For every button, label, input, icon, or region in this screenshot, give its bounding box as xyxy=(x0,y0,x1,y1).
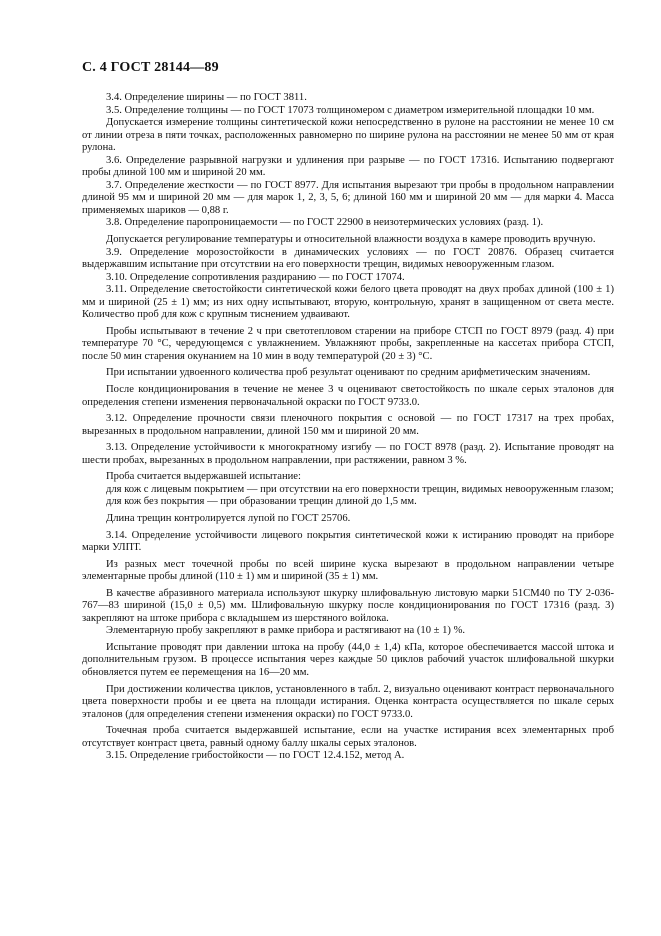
paragraph: Испытание проводят при давлении штока на пробу (44,0 ± 1,4) кПа, которое обеспечивается массой штока и дополнительным грузом. В процессе испытания через каждые 50 циклов рабочий участок шлифовальной шкурки обновляется путем ее перемещения на 16—20 мм. xyxy=(82,641,614,678)
paragraph: 3.12. Определение прочности связи пленочного покрытия с основой — по ГОСТ 17317 на трех пробах, вырезанных в продольном направлении, длиной 150 мм и шириной 20 мм. xyxy=(82,413,614,437)
paragraph: для кож без покрытия — при образовании трещин длиной до 1,5 мм. xyxy=(106,496,417,508)
paragraph: 3.15. Определение грибостойкости — по ГОСТ 12.4.152, метод А. xyxy=(106,750,405,762)
paragraph: 3.5. Определение толщины — по ГОСТ 17073 толщиномером с диаметром измерительной площадки 10 мм. xyxy=(106,104,595,116)
paragraph: Проба считается выдержавшей испытание: xyxy=(106,471,301,483)
paragraph: 3.9. Определение морозостойкости в динамических условиях — по ГОСТ 20876. Образец считается выдержавшим испытание при отсутствии на его поверхности трещин, видимых невооруженным глазом. xyxy=(82,246,614,271)
paragraph: для кож с лицевым покрытием — при отсутствии на его поверхности трещин, видимых невооруженным глазом; xyxy=(106,483,614,495)
paragraph: Элементарную пробу закрепляют в рамке прибора и растягивают на (10 ± 1) %. xyxy=(106,625,466,637)
paragraph: При испытании удвоенного количества проб результат оценивают по средним арифметическим значениям. xyxy=(106,367,591,379)
paragraph: Длина трещин контролируется лупой по ГОСТ 25706. xyxy=(106,512,351,524)
paragraph: Пробы испытывают в течение 2 ч при светотепловом старении на приборе СТСП по ГОСТ 8979 (разд. 4) при температуре 70 °С, чередующемся с увлажнением. Увлажняют пробы, закрепленные на кассетах прибора СТСП, после 50 мин старения окунанием на 10 мин в воду температурой (20 ± 3) °С. xyxy=(82,325,614,362)
paragraph: 3.6. Определение разрывной нагрузки и удлинения при разрыве — по ГОСТ 17316. Испытанию подвергают пробы длиной 100 мм и шириной 20 мм. xyxy=(82,154,614,179)
paragraph: Точечная проба считается выдержавшей испытание, если на участке истирания всех элементарных проб отсутствует контраст цвета, равный одному баллу шкалы серых эталонов. xyxy=(82,725,614,749)
paragraph: 3.10. Определение сопротивления раздиранию — по ГОСТ 17074. xyxy=(106,271,405,283)
paragraph: После кондиционирования в течение не менее 3 ч оценивают светостойкость по шкале серых эталонов для определения степени изменения первоначальной окраски по ГОСТ 9733.0. xyxy=(82,384,614,408)
paragraph: 3.7. Определение жесткости — по ГОСТ 8977. Для испытания вырезают три пробы в продольном направлении длиной 95 мм и шириной 20 мм — для марок 1, 2, 3, 5, 6; длиной 160 мм и шириной 20 мм — для марки 4. Масса применяемых шариков — 0,88 г. xyxy=(82,179,614,216)
paragraph: 3.13. Определение устойчивости к многократному изгибу — по ГОСТ 8978 (разд. 2). Испытание проводят на шести пробах, вырезанных в продольном направлении, при растяжении, равном 3 %. xyxy=(82,442,614,466)
page-header: С. 4 ГОСТ 28144—89 xyxy=(82,60,219,75)
paragraph: Допускается измерение толщины синтетической кожи непосредственно в рулоне на расстоянии не менее 10 см от линии отреза в пяти точках, расположенных равномерно по ширине рулона на расстоянии не менее 50 мм от края рулона. xyxy=(82,117,614,154)
paragraph: 3.14. Определение устойчивости лицевого покрытия синтетической кожи к истиранию проводят на приборе марки УЛПТ. xyxy=(82,529,614,554)
paragraph: 3.11. Определение светостойкости синтетической кожи белого цвета проводят на двух пробах длиной (100 ± 1) мм и шириной (25 ± 1) мм; из них одну испытывают, вторую, контрольную, хранят в защищенном от света месте. Количество проб для кож с крупным тиснением удваивают. xyxy=(82,284,614,321)
paragraph: В качестве абразивного материала используют шкурку шлифовальную листовую марки 51СМ40 по ТУ 2-036-767—83 шириной (15,0 ± 0,5) мм. Шлифовальную шкурку после кондиционирования по ГОСТ 17316 (разд. 3) закрепляют на штоке прибора с вкладышем из шерстяного войлока. xyxy=(82,587,614,624)
paragraph: Из разных мест точечной пробы по всей ширине куска вырезают в продольном направлении четыре элементарные пробы длиной (110 ± 1) мм и шириной (35 ± 1) мм. xyxy=(82,558,614,583)
paragraph: Допускается регулирование температуры и относительной влажности воздуха в камере проводить вручную. xyxy=(106,234,596,246)
paragraph: 3.4. Определение ширины — по ГОСТ 3811. xyxy=(106,92,307,103)
paragraph: 3.8. Определение паропроницаемости — по ГОСТ 22900 в неизотермических условиях (разд. 1). xyxy=(106,217,544,229)
paragraph: При достижении количества циклов, установленного в табл. 2, визуально оценивают контраст первоначального цвета поверхности пробы и ее цвета на площади истирания. Оценка контраста осуществляется по шкале серых эталонов (для определения степени изменения окраски) по ГОСТ 9733.0. xyxy=(82,683,614,720)
body-text xyxy=(82,92,614,763)
